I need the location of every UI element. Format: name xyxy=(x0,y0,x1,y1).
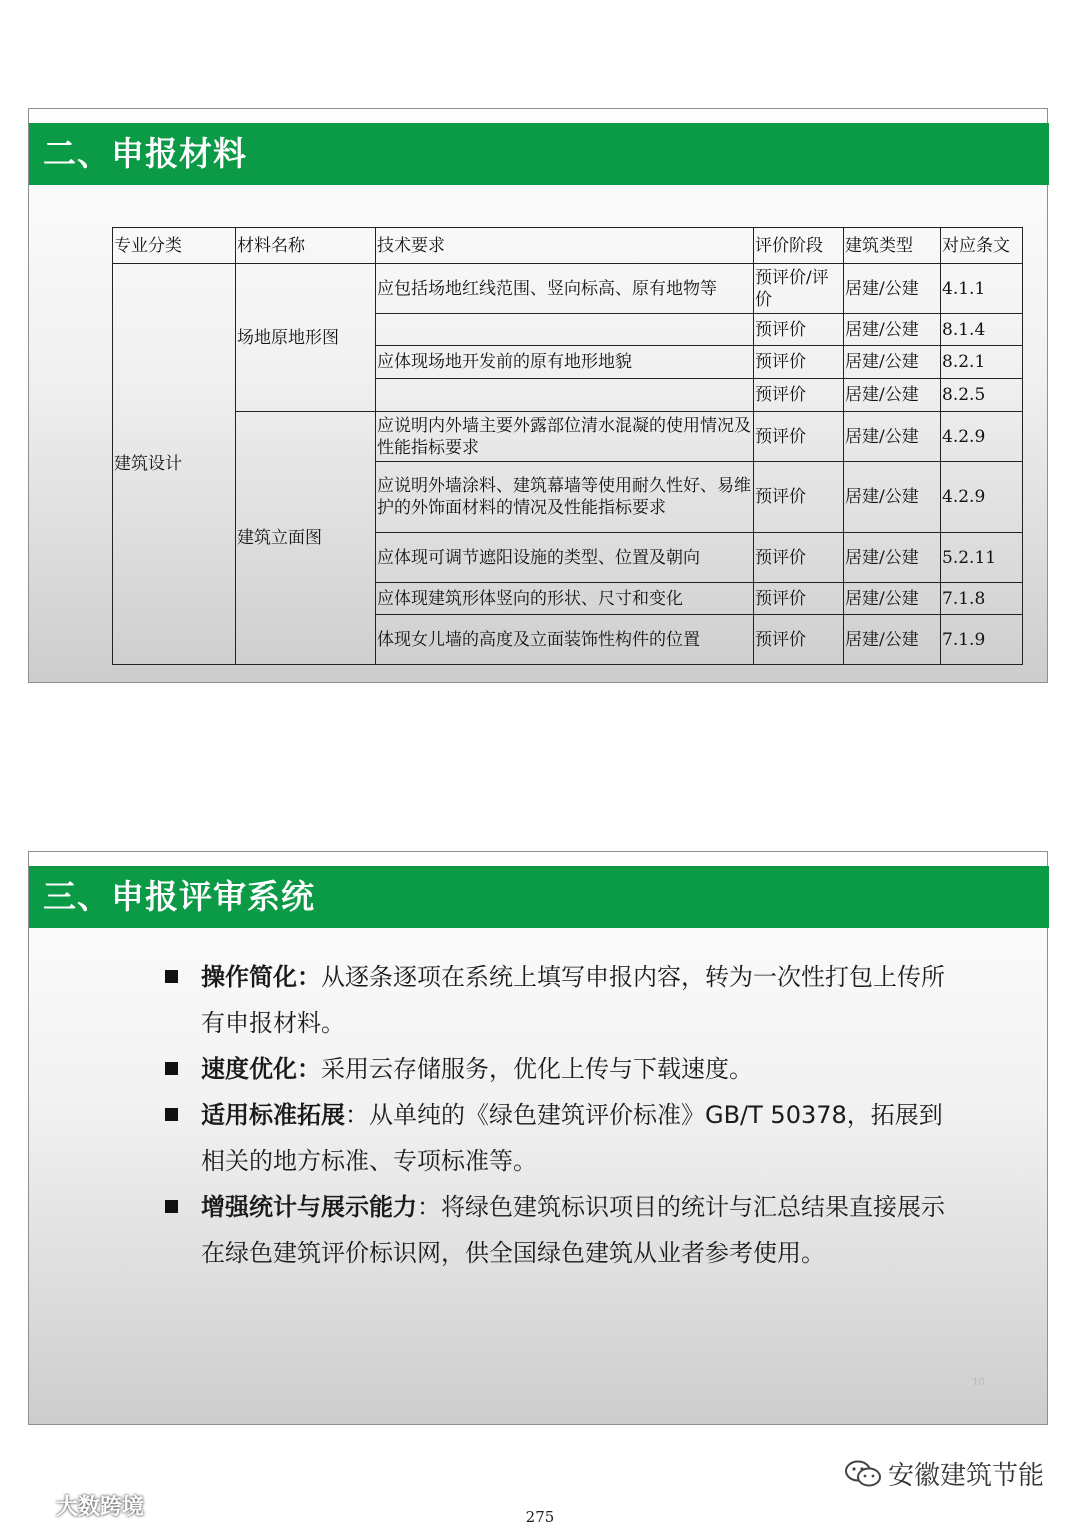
wechat-watermark xyxy=(844,1455,1044,1492)
material-cell: 场地原地形图 xyxy=(236,264,376,412)
clause-cell: 4.2.9 xyxy=(941,412,1023,462)
clause-cell: 4.1.1 xyxy=(941,264,1023,314)
bullet-list xyxy=(165,954,965,1276)
requirement-cell xyxy=(376,379,754,412)
title-band xyxy=(29,123,1049,185)
type-cell: 居建/公建 xyxy=(844,533,941,583)
header-clause: 对应条文 xyxy=(941,228,1023,264)
bullet-text: ：将绿色建筑标识项目的统计与汇总结果直接展示在绿色建筑评价标识网，供全国绿色建筑从业者参考使用。 xyxy=(201,1193,945,1267)
bullet-item xyxy=(165,1092,965,1184)
watermark-text: 安徽建筑节能 xyxy=(887,1461,1044,1491)
materials-table xyxy=(112,227,1023,665)
slide-title: 三、申报评审系统 xyxy=(43,877,315,916)
clause-cell: 4.2.9 xyxy=(941,462,1023,533)
stage-cell: 预评价 xyxy=(754,533,844,583)
clause-cell: 7.1.8 xyxy=(941,583,1023,615)
requirement-cell xyxy=(376,314,754,346)
slide-application-materials xyxy=(28,108,1048,683)
type-cell: 居建/公建 xyxy=(844,264,941,314)
square-bullet-icon xyxy=(165,1108,178,1121)
page-number: 275 xyxy=(525,1508,555,1526)
type-cell: 居建/公建 xyxy=(844,462,941,533)
stage-cell: 预评价 xyxy=(754,583,844,615)
requirement-cell: 体现女儿墙的高度及立面装饰性构件的位置 xyxy=(376,615,754,665)
stage-cell: 预评价 xyxy=(754,462,844,533)
wechat-icon xyxy=(844,1459,882,1489)
requirement-cell: 应说明外墙涂料、建筑幕墙等使用耐久性好、易维护的外饰面材料的情况及性能指标要求 xyxy=(376,462,754,533)
brand-watermark-text: 大数跨境 xyxy=(56,1495,145,1520)
bullet-text: 采用云存储服务，优化上传与下载速度。 xyxy=(321,1055,753,1083)
type-cell: 居建/公建 xyxy=(844,615,941,665)
type-cell: 居建/公建 xyxy=(844,379,941,412)
header-stage: 评价阶段 xyxy=(754,228,844,264)
clause-cell: 8.1.4 xyxy=(941,314,1023,346)
bullet-label: 增强统计与展示能力 xyxy=(201,1193,417,1221)
title-band xyxy=(29,866,1049,928)
bullet-label: 适用标准拓展 xyxy=(201,1101,345,1129)
stage-cell: 预评价 xyxy=(754,615,844,665)
requirement-cell: 应体现可调节遮阳设施的类型、位置及朝向 xyxy=(376,533,754,583)
bullet-item xyxy=(165,1184,965,1276)
slide-number: 10 xyxy=(972,1377,985,1388)
bullet-label: 操作简化： xyxy=(201,963,321,991)
stage-cell: 预评价 xyxy=(754,314,844,346)
type-cell: 居建/公建 xyxy=(844,346,941,379)
table-header-row xyxy=(113,228,1023,264)
bullet-item xyxy=(165,1046,965,1092)
type-cell: 居建/公建 xyxy=(844,412,941,462)
bullet-label: 速度优化： xyxy=(201,1055,321,1083)
square-bullet-icon xyxy=(165,1200,178,1213)
header-building-type: 建筑类型 xyxy=(844,228,941,264)
bullet-text: 从逐条逐项在系统上填写申报内容，转为一次性打包上传所有申报材料。 xyxy=(201,963,945,1037)
requirement-cell: 应说明内外墙主要外露部位清水混凝的使用情况及性能指标要求 xyxy=(376,412,754,462)
requirement-cell: 应体现建筑形体竖向的形状、尺寸和变化 xyxy=(376,583,754,615)
table-row xyxy=(113,264,1023,314)
stage-cell: 预评价 xyxy=(754,412,844,462)
header-category: 专业分类 xyxy=(113,228,236,264)
stage-cell: 预评价 xyxy=(754,379,844,412)
slide-review-system xyxy=(28,851,1048,1425)
type-cell: 居建/公建 xyxy=(844,314,941,346)
type-cell: 居建/公建 xyxy=(844,583,941,615)
table-row xyxy=(113,412,1023,462)
stage-cell: 预评价 xyxy=(754,346,844,379)
category-cell: 建筑设计 xyxy=(113,264,236,665)
clause-cell: 5.2.11 xyxy=(941,533,1023,583)
square-bullet-icon xyxy=(165,970,178,983)
clause-cell: 8.2.1 xyxy=(941,346,1023,379)
requirement-cell: 应体现场地开发前的原有地形地貌 xyxy=(376,346,754,379)
slide-title: 二、申报材料 xyxy=(43,134,247,173)
clause-cell: 7.1.9 xyxy=(941,615,1023,665)
bullet-text: ：从单纯的《绿色建筑评价标准》GB/T 50378，拓展到相关的地方标准、专项标准等。 xyxy=(201,1101,943,1175)
requirement-cell: 应包括场地红线范围、竖向标高、原有地物等 xyxy=(376,264,754,314)
stage-cell: 预评价/评价 xyxy=(754,264,844,314)
header-material: 材料名称 xyxy=(236,228,376,264)
clause-cell: 8.2.5 xyxy=(941,379,1023,412)
material-cell: 建筑立面图 xyxy=(236,412,376,665)
header-requirement: 技术要求 xyxy=(376,228,754,264)
bullet-item xyxy=(165,954,965,1046)
square-bullet-icon xyxy=(165,1062,178,1075)
